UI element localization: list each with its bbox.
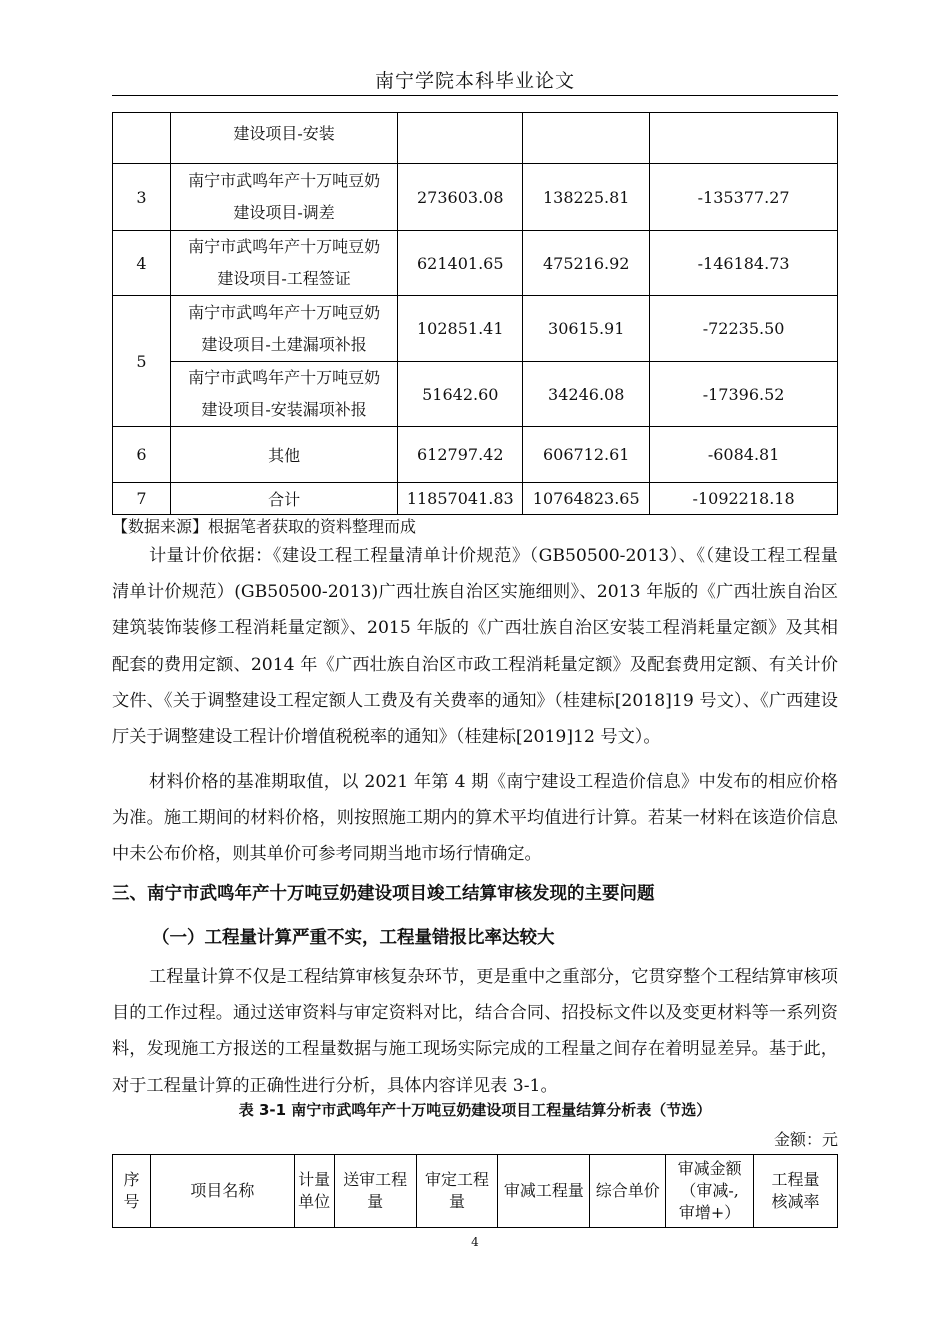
table-cell-diff: -1092218.18 — [650, 483, 838, 515]
paragraph-quantity-calc: 工程量计算不仅是工程结算审核复杂环节，更是重中之重部分，它贯穿整个工程结算审核项目的工作过程。通过送审资料与审定资料对比，结合合同、招投标文件以及变更材料等一系列资料，发现施工方报送的工程量数据与施工现场实际完成的工程量之间存在着明显差异。基于此，对于工程量计算的正确性进行分析，具体内容详见表 3-1。 — [112, 967, 838, 1096]
table-cell-diff: -72235.50 — [650, 296, 838, 362]
settlement-summary-table — [112, 112, 838, 515]
header-line: 号 — [123, 1192, 140, 1211]
name-line: 建设项目-土建漏项补报 — [201, 334, 367, 354]
table-cell-approved: 34246.08 — [523, 362, 650, 427]
table-cell-no: 6 — [113, 427, 171, 483]
table-row — [113, 164, 838, 231]
table-cell-name: 其他 — [170, 427, 397, 483]
header-line: 单位 — [298, 1192, 331, 1211]
table-cell-name — [170, 362, 397, 427]
table-row — [113, 483, 838, 515]
table-cell-submitted: 273603.08 — [398, 164, 523, 231]
table-cell-name: 合计 — [170, 483, 397, 515]
table-cell-name — [170, 296, 397, 362]
section-heading: 三、南宁市武鸣年产十万吨豆奶建设项目竣工结算审核发现的主要问题 — [112, 884, 655, 904]
name-line: 南宁市武鸣年产十万吨豆奶 — [188, 171, 381, 190]
name-line: 建设项目-安装漏项补报 — [201, 400, 367, 419]
header-line: 审增+） — [678, 1203, 741, 1222]
table-cell-no: 5 — [113, 296, 171, 427]
table-cell-no: 4 — [113, 231, 171, 296]
table-cell-name — [170, 164, 397, 231]
header-line: 计量 — [298, 1170, 331, 1189]
table-cell — [523, 113, 650, 164]
table-cell-diff: -146184.73 — [650, 231, 838, 296]
header-project-name: 项目名称 — [150, 1155, 294, 1228]
table-row — [113, 296, 838, 362]
header-line: 审减金额 — [677, 1159, 742, 1178]
page-number: 4 — [471, 1235, 479, 1249]
table-row — [113, 362, 838, 427]
header-line: 序 — [123, 1170, 140, 1189]
name-line: 南宁市武鸣年产十万吨豆奶 — [188, 302, 381, 322]
table-cell — [113, 113, 171, 164]
header-divider — [112, 95, 838, 96]
table-cell — [398, 113, 523, 164]
header-line: （审减-, — [680, 1181, 739, 1200]
table-cell-approved: 30615.91 — [523, 296, 650, 362]
name-line: 南宁市武鸣年产十万吨豆奶 — [188, 368, 381, 387]
table-cell-diff: -17396.52 — [650, 362, 838, 427]
table-cell-name: 建设项目-安装 — [170, 113, 397, 164]
table-row — [113, 113, 838, 164]
table-cell-approved: 138225.81 — [523, 164, 650, 231]
header-no — [113, 1155, 151, 1228]
data-source-note: 【数据来源】根据笔者获取的资料整理而成 — [112, 517, 417, 536]
header-unit — [294, 1155, 334, 1228]
table-cell-submitted: 102851.41 — [398, 296, 523, 362]
header-reduced-quantity: 审减工程量 — [498, 1155, 590, 1228]
name-line: 南宁市武鸣年产十万吨豆奶 — [188, 237, 381, 256]
table-cell-approved: 606712.61 — [523, 427, 650, 483]
table-cell-diff: -6084.81 — [650, 427, 838, 483]
table-cell-no: 3 — [113, 164, 171, 231]
header-reduction-rate — [754, 1155, 838, 1228]
header-unit-price: 综合单价 — [590, 1155, 666, 1228]
table-cell-name — [170, 231, 397, 296]
header-line: 核减率 — [771, 1192, 820, 1211]
paragraph-material-price: 材料价格的基准期取值，以 2021 年第 4 期《南宁建设工程造价信息》中发布的相应价格为准。施工期间的材料价格，则按照施工期内的算术平均值进行计算。若某一材料在该造价信息中未公布价格，则其单价可参考同期当地市场行情确定。 — [112, 772, 838, 865]
page-header-title: 南宁学院本科毕业论文 — [374, 70, 575, 92]
table-cell-submitted: 11857041.83 — [398, 483, 523, 515]
table-cell-approved: 10764823.65 — [523, 483, 650, 515]
paragraph-pricing-basis: 计量计价依据：《建设工程工程量清单计价规范》（GB50500-2013）、《（建设工程工程量清单计价规范）(GB50500-2013)广西壮族自治区实施细则》、2013 年版的《广西壮族自治区建筑装饰装修工程消耗量定额》、2015 年版的《广西壮族自治区安装工程消耗量定额》及其相配套的费用定额、2014 年《广西壮族自治区市政工程消耗量定额》及配套费用定额、有关计价文件、《关于调整建设工程定额人工费及有关费率的通知》（桂建标[2018]19 号文）、《广西建设厅关于调整建设工程计价增值税税率的通知》（桂建标[2019]12 号文）。 — [112, 546, 838, 748]
table-cell-approved: 475216.92 — [523, 231, 650, 296]
table-cell-submitted: 621401.65 — [398, 231, 523, 296]
name-line: 建设项目-调差 — [233, 203, 335, 222]
table-cell-diff: -135377.27 — [650, 164, 838, 231]
header-submitted-quantity: 送审工程量 — [334, 1155, 416, 1228]
table-cell-submitted: 51642.60 — [398, 362, 523, 427]
table-row — [113, 231, 838, 296]
table-cell-no: 7 — [113, 483, 171, 515]
subsection-heading: （一）工程量计算严重不实，工程量错报比率达较大 — [152, 928, 555, 948]
table-row — [113, 427, 838, 483]
amount-unit: 金额：元 — [773, 1130, 838, 1149]
quantity-analysis-table-header — [112, 1154, 838, 1228]
table-cell-submitted: 612797.42 — [398, 427, 523, 483]
header-line: 工程量 — [771, 1170, 820, 1189]
table-header-row — [113, 1155, 838, 1228]
header-reduced-amount — [666, 1155, 754, 1228]
table-cell — [650, 113, 838, 164]
name-line: 建设项目-工程签证 — [217, 269, 351, 288]
header-approved-quantity: 审定工程量 — [416, 1155, 498, 1228]
table-caption: 表 3-1 南宁市武鸣年产十万吨豆奶建设项目工程量结算分析表（节选） — [238, 1101, 712, 1119]
